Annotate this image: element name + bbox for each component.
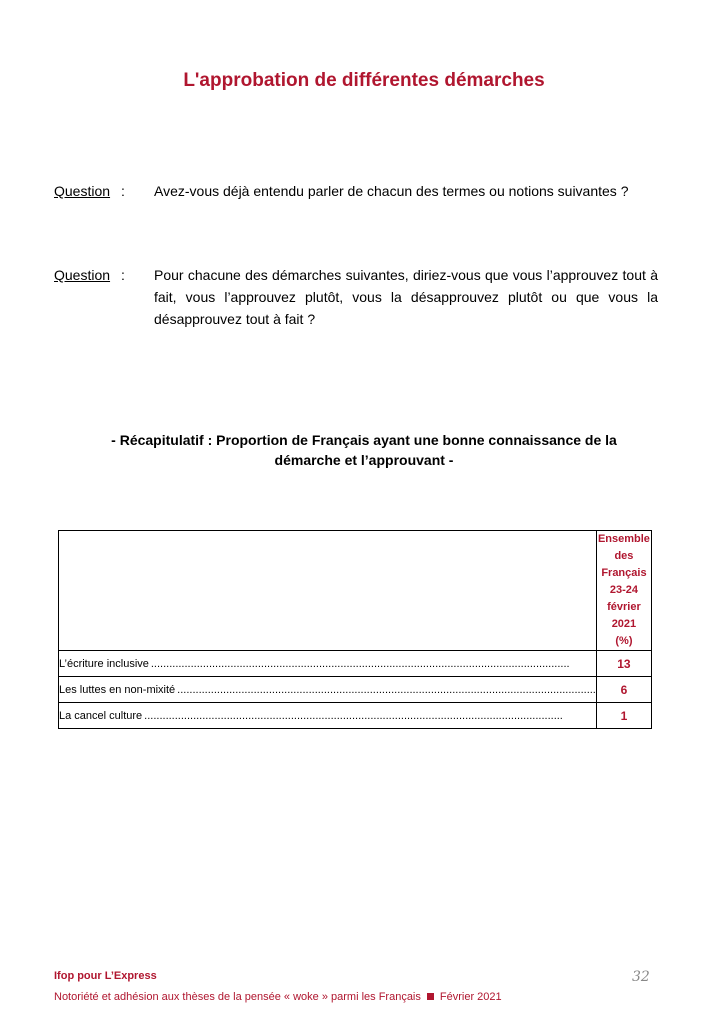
table-row bbox=[59, 677, 652, 703]
summary-title-line-1: - Récapitulatif : Proportion de Français ayant une bonne connaissance de la bbox=[111, 432, 617, 448]
question-2 bbox=[54, 264, 658, 330]
table-row bbox=[59, 703, 652, 729]
footer-organization: Ifop pour L’Express bbox=[54, 970, 157, 982]
row-label-cell bbox=[59, 703, 597, 729]
page-number: 32 bbox=[632, 969, 650, 985]
row-value: 6 bbox=[596, 677, 651, 703]
footer-date: Février 2021 bbox=[439, 991, 502, 1003]
table-row bbox=[59, 651, 652, 677]
column-header-line: (%) bbox=[615, 635, 633, 647]
row-label-cell bbox=[59, 677, 597, 703]
square-separator-icon bbox=[427, 993, 434, 1000]
row-label: L’écriture inclusive bbox=[59, 657, 149, 670]
question-text: Pour chacune des démarches suivantes, diriez-vous que vous l’approuvez tout à fait, vous l’approuvez plutôt, vous la désapprouvez plutôt ou que vous la désapprouvez tout à fait ? bbox=[154, 267, 658, 327]
question-text: Avez-vous déjà entendu parler de chacun des termes ou notions suivantes ? bbox=[154, 183, 629, 199]
row-label-cell bbox=[59, 651, 597, 677]
leader-dots: ......................................................................................................................................... bbox=[144, 709, 563, 722]
question-1 bbox=[54, 180, 658, 202]
summary-title-line-2: démarche et l’approuvant - bbox=[274, 452, 454, 468]
column-header-line: 2021 bbox=[611, 618, 637, 630]
results-table bbox=[58, 530, 652, 729]
question-label: Question bbox=[54, 183, 111, 199]
footer-description bbox=[54, 991, 502, 1003]
question-colon: : bbox=[121, 183, 125, 199]
row-label: Les luttes en non-mixité bbox=[59, 683, 176, 696]
leader-dots: ......................................................................................................................................... bbox=[177, 683, 596, 696]
footer-description-text: Notoriété et adhésion aux thèses de la pensée « woke » parmi les Français bbox=[54, 991, 421, 1003]
page-title: L'approbation de différentes démarches bbox=[183, 70, 545, 91]
question-colon: : bbox=[121, 267, 125, 283]
table-column-header bbox=[596, 531, 651, 651]
leader-dots: ......................................................................................................................................... bbox=[150, 657, 570, 670]
row-label: La cancel culture bbox=[59, 709, 143, 722]
row-value: 13 bbox=[596, 651, 651, 677]
summary-title bbox=[80, 430, 648, 470]
table-header-row bbox=[59, 531, 652, 651]
table-header-blank bbox=[59, 531, 597, 651]
row-value: 1 bbox=[596, 703, 651, 729]
column-header-line: 23-24 février bbox=[607, 584, 641, 613]
column-header-line: Français bbox=[601, 567, 647, 579]
question-label: Question bbox=[54, 267, 111, 283]
column-header-line: Ensemble des bbox=[597, 533, 650, 562]
